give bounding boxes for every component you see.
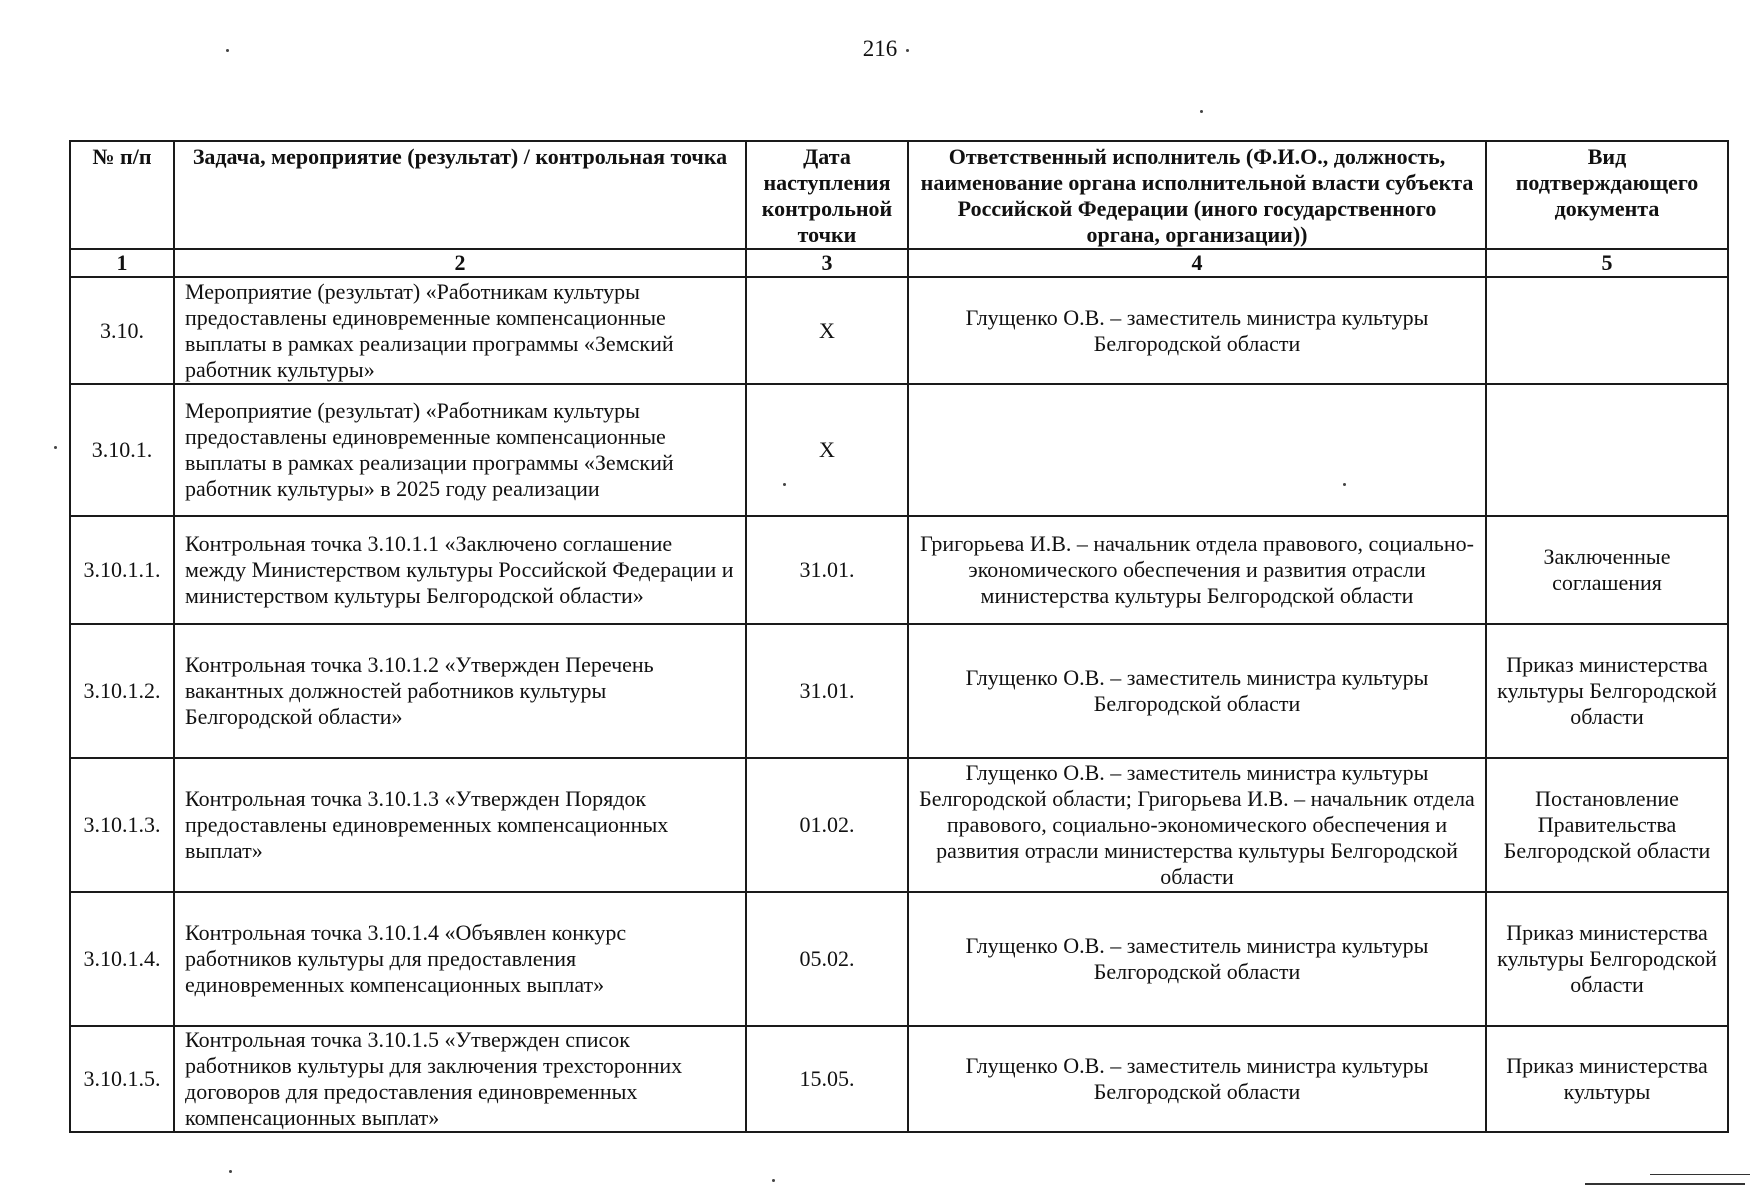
control-points-table xyxy=(69,140,1729,1133)
row-task: Контрольная точка 3.10.1.4 «Объявлен конкурс работников культуры для предоставления единовременных компенсационных выплат» xyxy=(174,892,746,1026)
scan-speck xyxy=(226,49,229,52)
column-number: 3 xyxy=(746,249,908,277)
column-number: 4 xyxy=(908,249,1486,277)
table-row xyxy=(70,384,1728,516)
row-date: 15.05. xyxy=(746,1026,908,1132)
row-document xyxy=(1486,384,1728,516)
table-row xyxy=(70,516,1728,624)
scan-stroke xyxy=(1650,1174,1750,1175)
table-row xyxy=(70,758,1728,892)
row-number: 3.10.1.2. xyxy=(70,624,174,758)
row-date: 01.02. xyxy=(746,758,908,892)
row-responsible: Глущенко О.В. – заместитель министра культуры Белгородской области xyxy=(908,277,1486,384)
row-number: 3.10. xyxy=(70,277,174,384)
table-row xyxy=(70,624,1728,758)
row-number: 3.10.1.5. xyxy=(70,1026,174,1132)
column-number: 1 xyxy=(70,249,174,277)
header-number: № п/п xyxy=(70,141,174,249)
row-responsible: Глущенко О.В. – заместитель министра культуры Белгородской области xyxy=(908,892,1486,1026)
scan-speck xyxy=(229,1170,232,1173)
scan-speck xyxy=(1343,483,1346,486)
header-task: Задача, мероприятие (результат) / контрольная точка xyxy=(174,141,746,249)
header-row xyxy=(70,141,1728,249)
column-number: 5 xyxy=(1486,249,1728,277)
row-task: Контрольная точка 3.10.1.2 «Утвержден Перечень вакантных должностей работников культуры Белгородской области» xyxy=(174,624,746,758)
row-responsible: Глущенко О.В. – заместитель министра культуры Белгородской области xyxy=(908,1026,1486,1132)
row-responsible xyxy=(908,384,1486,516)
column-number: 2 xyxy=(174,249,746,277)
page-number: 216 xyxy=(862,36,898,61)
header-document: Вид подтверждающего документа xyxy=(1486,141,1728,249)
scan-speck xyxy=(772,1179,775,1182)
row-task: Контрольная точка 3.10.1.3 «Утвержден Порядок предоставлены единовременных компенсационных выплат» xyxy=(174,758,746,892)
row-number: 3.10.1.1. xyxy=(70,516,174,624)
scan-stroke xyxy=(1585,1183,1745,1185)
row-task: Контрольная точка 3.10.1.1 «Заключено соглашение между Министерством культуры Российской Федерации и министерством культуры Белгородской области» xyxy=(174,516,746,624)
row-document: Приказ министерства культуры Белгородской области xyxy=(1486,892,1728,1026)
table-row xyxy=(70,277,1728,384)
row-document xyxy=(1486,277,1728,384)
header-date: Дата наступления контрольной точки xyxy=(746,141,908,249)
scan-speck xyxy=(906,49,909,52)
row-responsible: Глущенко О.В. – заместитель министра культуры Белгородской области xyxy=(908,624,1486,758)
row-number: 3.10.1. xyxy=(70,384,174,516)
row-responsible: Григорьева И.В. – начальник отдела правового, социально-экономического обеспечения и развития отрасли министерства культуры Белгородской области xyxy=(908,516,1486,624)
row-document: Постановление Правительства Белгородской области xyxy=(1486,758,1728,892)
row-number: 3.10.1.3. xyxy=(70,758,174,892)
scan-speck xyxy=(54,446,57,449)
row-document: Приказ министерства культуры Белгородской области xyxy=(1486,624,1728,758)
row-task: Мероприятие (результат) «Работникам культуры предоставлены единовременные компенсационные выплаты в рамках реализации программы «Земский работник культуры» xyxy=(174,277,746,384)
row-date: Х xyxy=(746,277,908,384)
row-date: Х xyxy=(746,384,908,516)
row-task: Мероприятие (результат) «Работникам культуры предоставлены единовременные компенсационные выплаты в рамках реализации программы «Земский работник культуры» в 2025 году реализации xyxy=(174,384,746,516)
row-date: 31.01. xyxy=(746,624,908,758)
scan-speck xyxy=(783,483,786,486)
table-row xyxy=(70,892,1728,1026)
row-date: 05.02. xyxy=(746,892,908,1026)
scan-speck xyxy=(1200,110,1203,113)
header-responsible: Ответственный исполнитель (Ф.И.О., должность, наименование органа исполнительной власти субъекта Российской Федерации (иного государственного органа, организации)) xyxy=(908,141,1486,249)
row-date: 31.01. xyxy=(746,516,908,624)
row-number: 3.10.1.4. xyxy=(70,892,174,1026)
table-row xyxy=(70,1026,1728,1132)
row-document: Заключенные соглашения xyxy=(1486,516,1728,624)
column-numbers-row xyxy=(70,249,1728,277)
row-responsible: Глущенко О.В. – заместитель министра культуры Белгородской области; Григорьева И.В. – начальник отдела правового, социально-экономического обеспечения и развития отрасли министерства культуры Белгородской области xyxy=(908,758,1486,892)
row-task: Контрольная точка 3.10.1.5 «Утвержден список работников культуры для заключения трехсторонних договоров для предоставления единовременных компенсационных выплат» xyxy=(174,1026,746,1132)
row-document: Приказ министерства культуры xyxy=(1486,1026,1728,1132)
